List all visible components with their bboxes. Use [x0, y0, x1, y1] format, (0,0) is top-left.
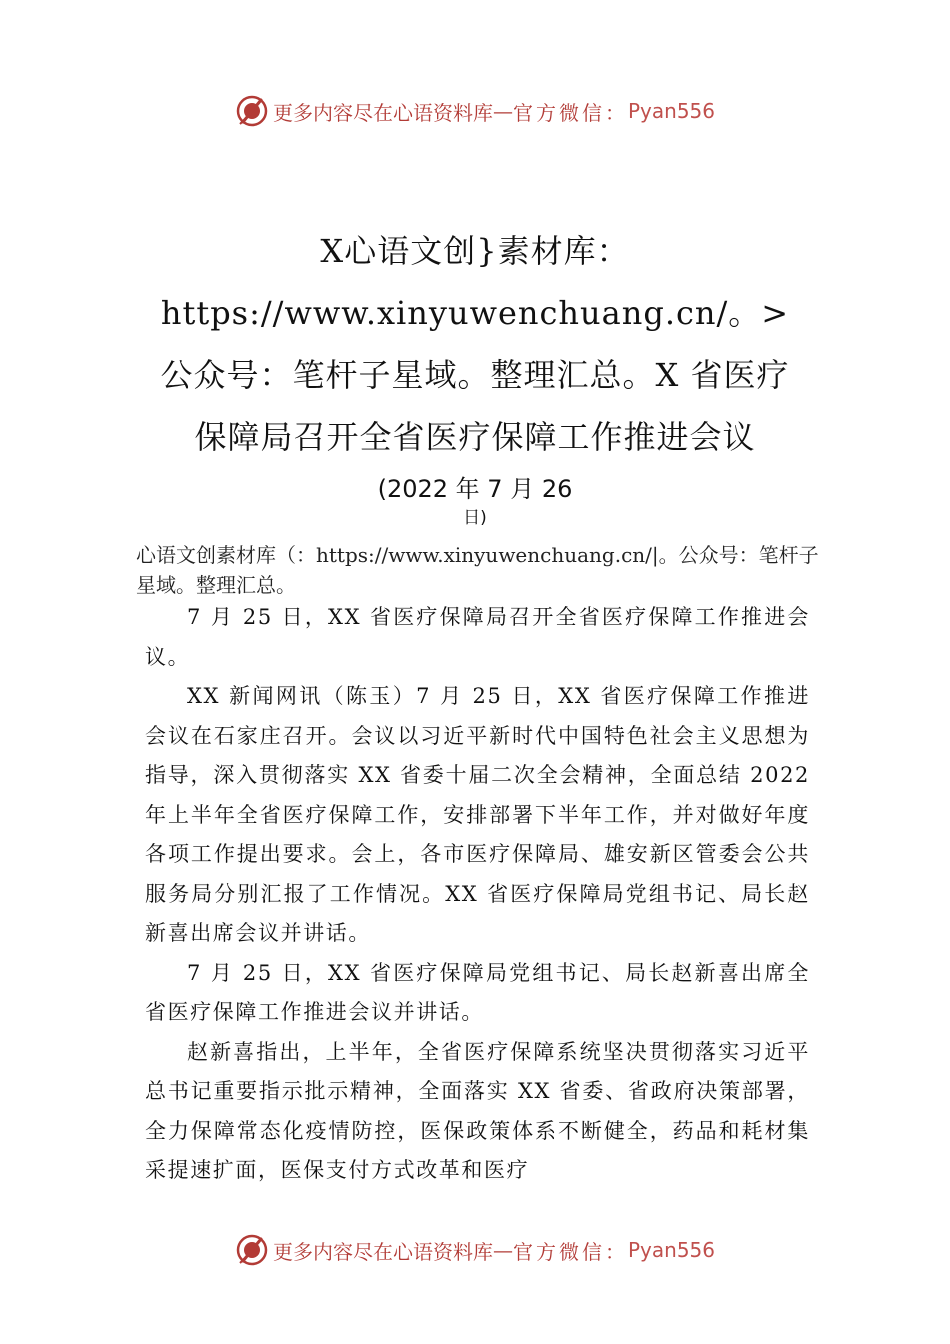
document-date: [300, 474, 650, 532]
watermark-main-text: 更多内容尽在心语资料库: [272, 1239, 493, 1264]
watermark-main-text: 更多内容尽在心语资料库: [272, 100, 493, 125]
date-line-1: (2022 年 7 月 26: [377, 475, 573, 503]
header-watermark: [0, 94, 950, 128]
paragraph: 7 月 25 日，XX 省医疗保障局党组书记、局长赵新喜出席全省医疗保障工作推进会议并讲话。: [145, 960, 810, 1024]
source-line: 心语文创素材库（：https://www.xinyuwenchuang.cn/|。公众号：笔杆子星域。整理汇总。: [136, 543, 819, 597]
paragraph: 赵新喜指出，上半年，全省医疗保障系统坚决贯彻落实习近平总书记重要指示批示精神，全面落实 XX 省委、省政府决策部署，全力保障常态化疫情防控，医保政策体系不断健全，药品和耗材集采提速扩面，医保支付方式改革和医疗: [145, 1039, 810, 1182]
watermark-wechat-id: Pyan556: [627, 99, 715, 123]
pen-logo-icon: [235, 94, 269, 128]
document-body: [145, 598, 810, 1191]
paragraph: XX 新闻网讯（陈玉）7 月 25 日，XX 省医疗保障工作推进会议在石家庄召开。会议以习近平新时代中国特色社会主义思想为指导，深入贯彻落实 XX 省委十届二次全会精神，全面总结 2022 年上半年全省医疗保障工作，安排部署下半年工作，并对做好年度各项工作提出要求。会上，各市医疗保障局、雄安新区管委会公共服务局分别汇报了工作情况。XX 省医疗保障局党组书记、局长赵新喜出席会议并讲话。: [145, 684, 810, 945]
watermark-wechat-label: 官方微信：: [512, 100, 628, 125]
watermark-dash: —: [492, 99, 513, 123]
paragraph: 7 月 25 日，XX 省医疗保障局召开全省医疗保障工作推进会议。: [145, 605, 810, 669]
date-line-2: 日): [463, 508, 487, 528]
watermark-dash: —: [492, 1238, 513, 1262]
watermark-wechat-label: 官方微信：: [512, 1239, 628, 1264]
document-title: X心语文创}素材库：https://www.xinyuwenchuang.cn/。>公众号：笔杆子星域。整理汇总。X 省医疗保障局召开全省医疗保障工作推进会议: [160, 232, 790, 456]
pen-logo-icon: [235, 1233, 269, 1267]
footer-watermark: [0, 1233, 950, 1267]
watermark-wechat-id: Pyan556: [627, 1238, 715, 1262]
